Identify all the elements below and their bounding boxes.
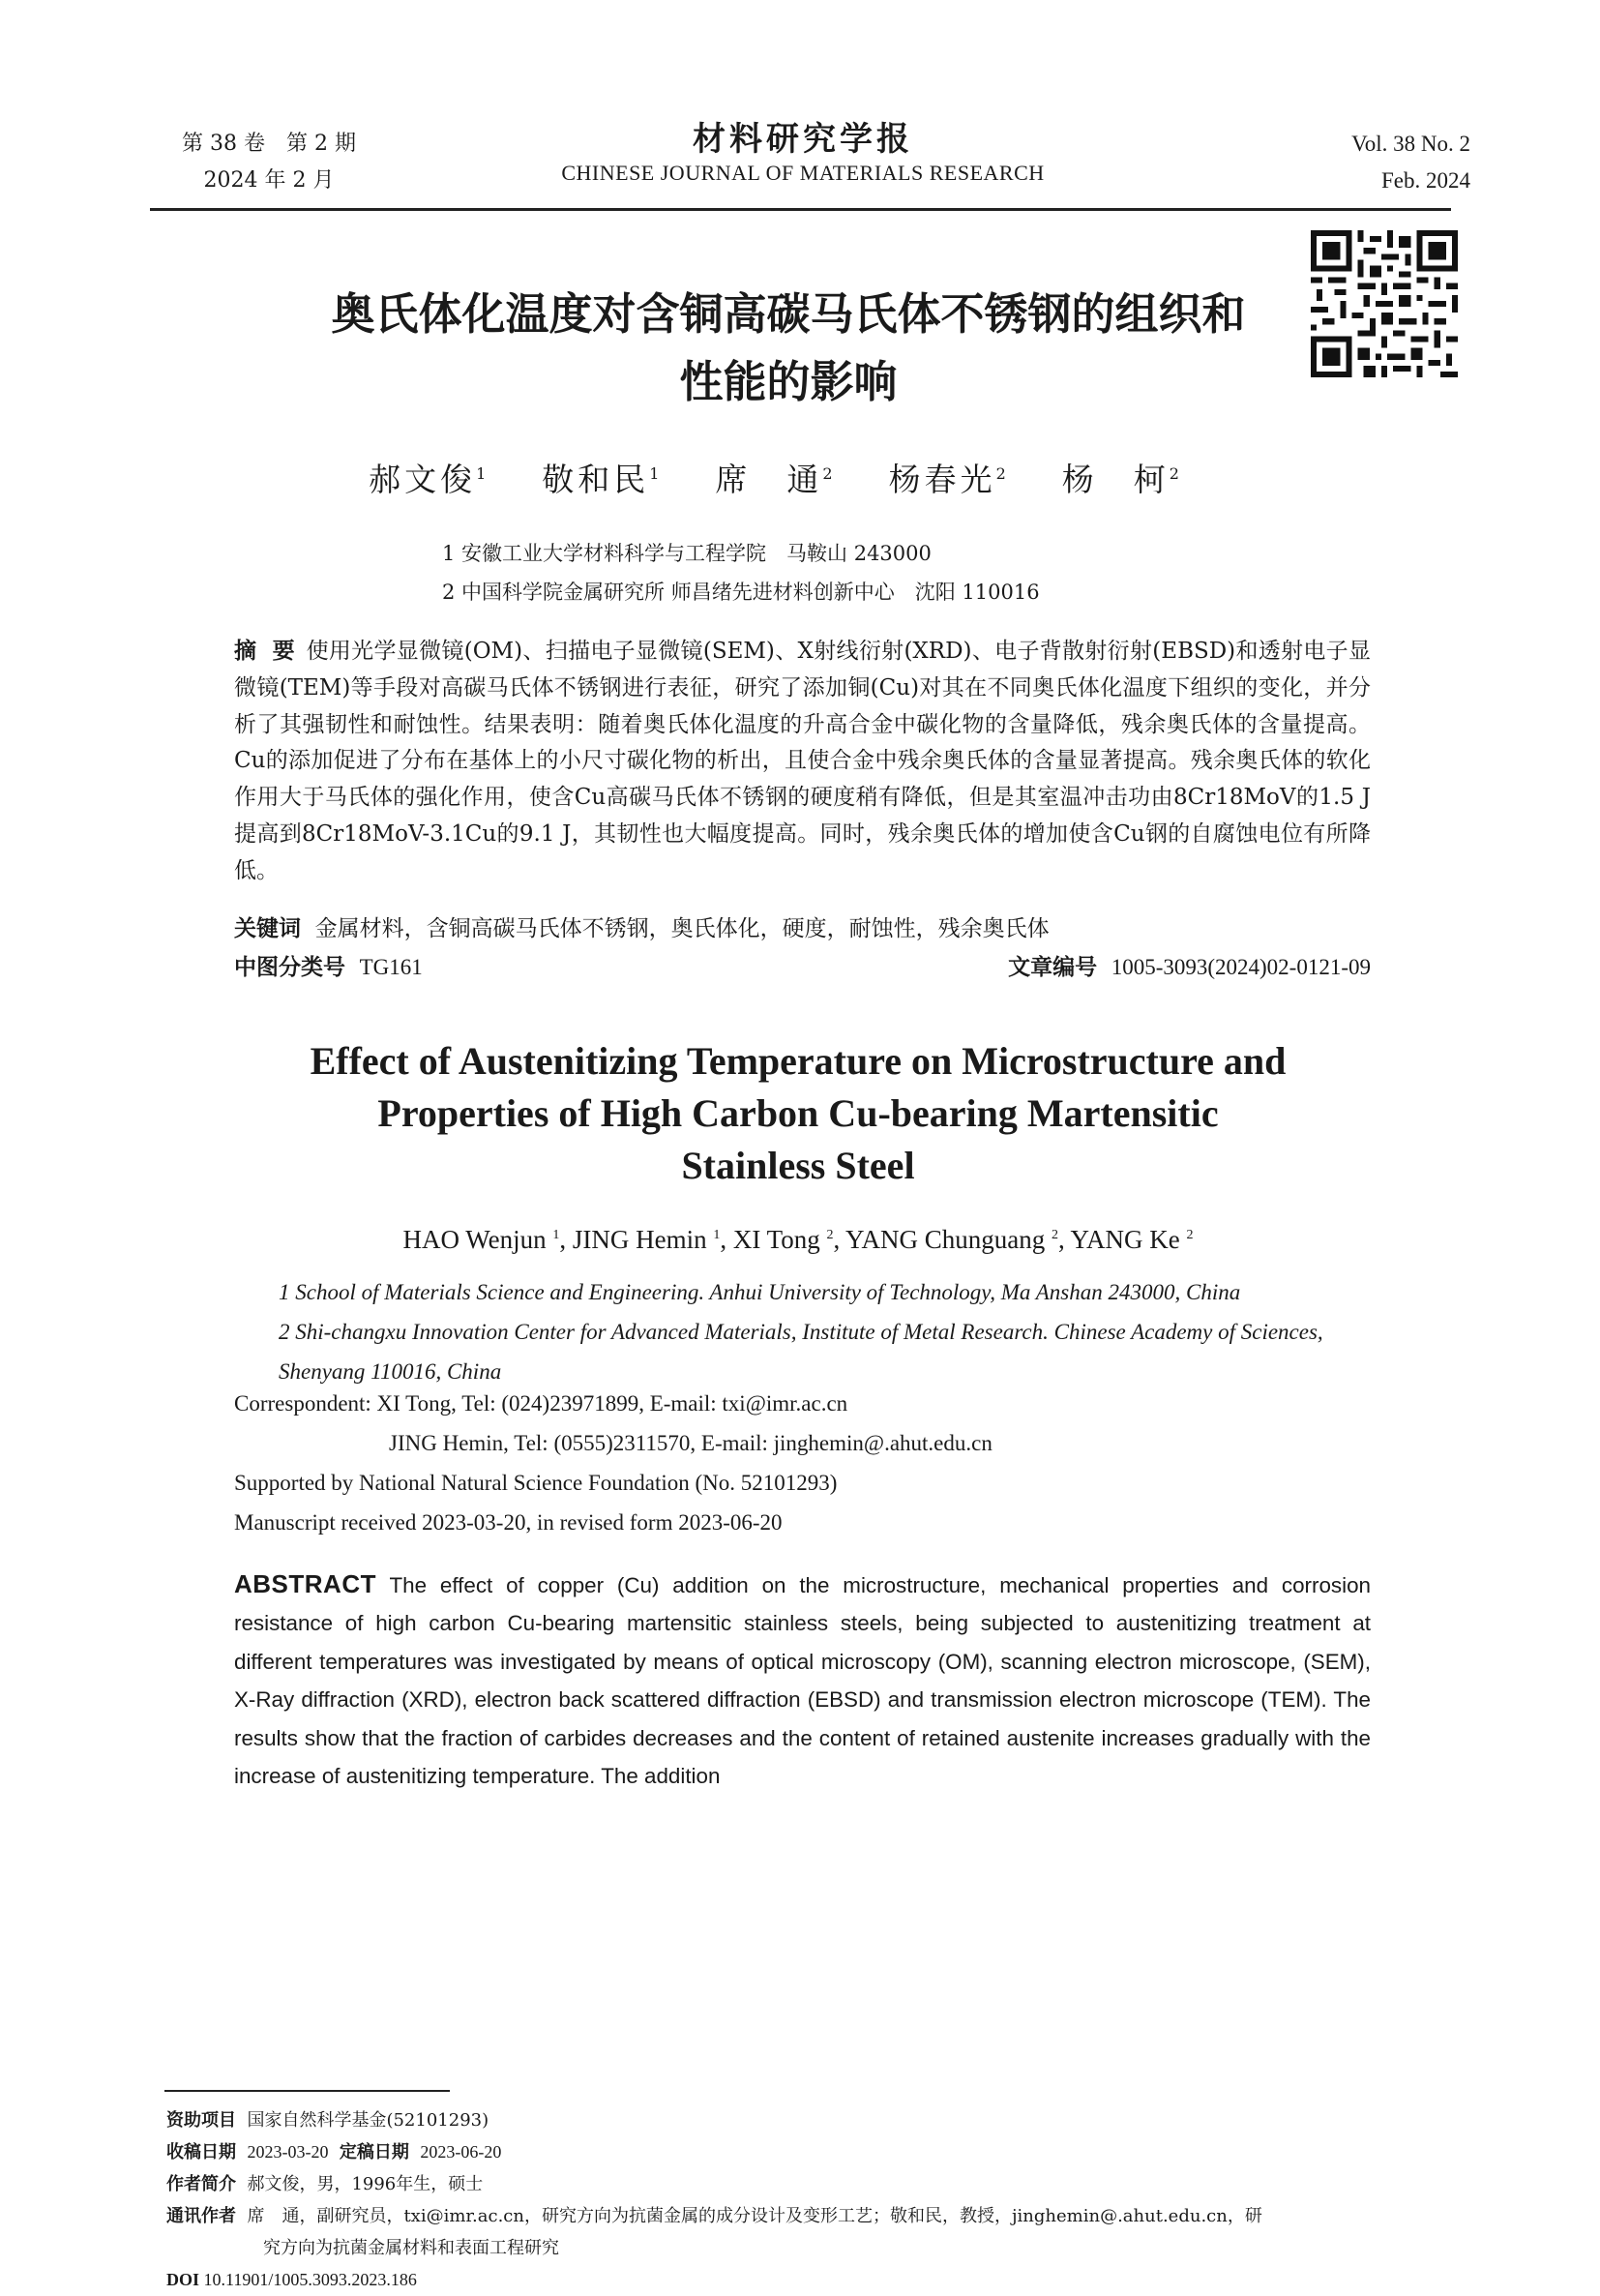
volume-issue-cn: 第 38 卷 第 2 期	[182, 132, 356, 156]
authors-en: HAO Wenjun $^1$, JING Hemin $^1$, XI Tong $^2$, YANG Chunguang $^2$, YANG Ke $^2$	[402, 1225, 1194, 1254]
author-bio-value: 郝文俊，男，1996年生，硕士	[247, 2174, 484, 2194]
article-no-label: 文章编号	[1008, 955, 1098, 980]
classification-line	[234, 950, 1371, 985]
author-en: JING Hemin	[572, 1225, 707, 1254]
date-cn: 2024 年 2 月	[203, 168, 335, 193]
affiliation-en-1: 1 School of Materials Science and Engineering. Anhui University of Technology, Ma Anshan 243000, China	[279, 1280, 1241, 1304]
footnote-author	[166, 2168, 1385, 2200]
doi-label: DOI	[166, 2270, 200, 2289]
author-cn: 敬和民	[542, 461, 650, 498]
affiliation-cn-2: 2 中国科学院金属研究所 师昌绪先进材料创新中心 沈阳 110016	[442, 581, 1040, 604]
author-en: HAO Wenjun	[402, 1225, 547, 1254]
abstract-cn	[234, 634, 1371, 890]
keywords-cn-label: 关键词	[234, 916, 301, 941]
affiliations-cn	[442, 534, 1040, 611]
corr-label: 通讯作者	[166, 2206, 236, 2226]
abstract-en	[234, 1565, 1371, 1795]
author-en-affil: 2	[1186, 1228, 1194, 1242]
issue-info	[172, 126, 366, 199]
affiliation-cn-1: 1 安徽工业大学材料科学与工程学院 马鞍山 243000	[442, 542, 932, 565]
class-value: TG161	[359, 955, 423, 979]
issue-info-en	[1296, 126, 1470, 199]
author-en-affil: 1	[552, 1228, 560, 1242]
header-rule	[150, 208, 1451, 211]
fund-value: 国家自然科学基金(52101293)	[247, 2110, 489, 2131]
title-en-line3: Stainless Steel	[681, 1144, 915, 1187]
author-cn: 郝文俊	[369, 461, 477, 498]
journal-name-en: CHINESE JOURNAL OF MATERIALS RESEARCH	[561, 161, 1045, 185]
footnote-fund	[166, 2104, 1385, 2136]
author-bio-label: 作者简介	[166, 2174, 236, 2194]
received-value: 2023-03-20	[247, 2142, 329, 2162]
funding-en: Supported by National Natural Science Foundation (No. 52101293)	[234, 1471, 838, 1495]
journal-masthead	[503, 120, 1103, 188]
author-cn: 杨春光	[888, 461, 996, 498]
author-cn-affil: 1	[476, 464, 487, 483]
keywords-cn-text: 金属材料，含铜高碳马氏体不锈钢，奥氏体化，硬度，耐蚀性，残余奥氏体	[314, 916, 1050, 941]
title-cn-line1: 奥氏体化温度对含铜高碳马氏体不锈钢的组织和	[331, 288, 1246, 340]
footnote-dates	[166, 2136, 1385, 2168]
correspondent-1: Correspondent: XI Tong, Tel: (024)23971899, E-mail: txi@imr.ac.cn	[234, 1391, 848, 1416]
author-cn-affil: 1	[649, 464, 660, 483]
article-number	[1008, 950, 1371, 985]
title-en-line2: Properties of High Carbon Cu-bearing Martensitic	[377, 1091, 1219, 1135]
footnotes	[166, 2104, 1385, 2296]
volume-issue-en: Vol. 38 No. 2	[1351, 132, 1470, 156]
abstract-en-label: ABSTRACT	[234, 1569, 376, 1598]
date-en: Feb. 2024	[1381, 168, 1470, 193]
keywords-cn	[234, 911, 1371, 946]
author-en-affil: 2	[826, 1228, 834, 1242]
author-en: YANG Ke	[1070, 1225, 1180, 1254]
title-en-line1: Effect of Austenitizing Temperature on Microstructure and	[310, 1039, 1287, 1083]
author-en-affil: 1	[713, 1228, 721, 1242]
footnote-doi	[166, 2264, 1385, 2296]
title-en	[193, 1035, 1403, 1192]
title-cn	[242, 281, 1335, 416]
abstract-cn-text: 使用光学显微镜(OM)、扫描电子显微镜(SEM)、X射线衍射(XRD)、电子背散射衍射(EBSD)和透射电子显微镜(TEM)等手段对高碳马氏体不锈钢进行表征，研究了添加铜(Cu)对其在不同奥氏体化温度下组织的变化，并分析了其强韧性和耐蚀性。结果表明：随着奥氏体化温度的升高合金中碳化物的含量降低，残余奥氏体的含量提高。Cu的添加促进了分布在基体上的小尺寸碳化物的析出，且使合金中残余奥氏体的含量显著提高。残余奥氏体的软化作用大于马氏体的强化作用，使含Cu高碳马氏体不锈钢的硬度稍有降低，但是其室温冲击功由8Cr18MoV的1.5 J提高到8Cr18MoV-3.1Cu的9.1 J，其韧性也大幅度提高。同时，残余奥氏体的增加使含Cu钢的自腐蚀电位有所降低。	[234, 639, 1371, 883]
article-no-value: 1005-3093(2024)02-0121-09	[1111, 955, 1371, 979]
author-en: YANG Chunguang	[844, 1225, 1046, 1254]
correspondent-2: JING Hemin, Tel: (0555)2311570, E-mail: jinghemin@.ahut.edu.cn	[389, 1431, 993, 1455]
abstract-cn-label: 摘 要	[234, 639, 299, 664]
received-label: 收稿日期	[166, 2142, 236, 2162]
author-cn-affil: 2	[822, 464, 833, 483]
author-cn: 席 通	[715, 461, 823, 498]
journal-name-cn: 材料研究学报	[693, 120, 913, 159]
abstract-en-text: The effect of copper (Cu) addition on the microstructure, mechanical properties and corrosion resistance of high carbon Cu-bearing martensitic stainless steels, being subjected to austenitizing treatment at different temperatures was investigated by means of optical microscopy (OM), scanning electron microscope, (SEM), X-Ray diffraction (XRD), electron back scattered diffraction (EBSD) and transmission electron microscope (TEM). The results show that the fraction of carbides decreases and the content of retained austenite increases gradually with the increase of austenitizing temperature. The addition	[234, 1573, 1371, 1789]
title-cn-line2: 性能的影响	[679, 356, 898, 407]
article-meta-en	[234, 1384, 1376, 1542]
doi-value: 10.11901/1005.3093.2023.186	[203, 2270, 417, 2289]
affiliation-en-2: 2 Shi-changxu Innovation Center for Advanced Materials, Institute of Metal Research. Chinese Academy of Sciences, Shenyang 110016, China	[279, 1320, 1323, 1384]
accepted-label: 定稿日期	[339, 2142, 409, 2162]
author-cn-affil: 2	[995, 464, 1006, 483]
received-en: Manuscript received 2023-03-20, in revised form 2023-06-20	[234, 1510, 783, 1535]
footnote-rule	[164, 2090, 450, 2092]
author-en-affil: 2	[1051, 1228, 1058, 1242]
class-label: 中图分类号	[234, 955, 345, 980]
fund-label: 资助项目	[166, 2110, 236, 2131]
author-cn-affil: 2	[1169, 464, 1179, 483]
affiliations-en	[279, 1272, 1381, 1391]
author-cn: 杨 柯	[1061, 461, 1170, 498]
accepted-value: 2023-06-20	[420, 2142, 502, 2162]
corr-value: 席 通，副研究员，txi@imr.ac.cn，研究方向为抗菌金属的成分设计及变形工艺；敬和民，教授，jinghemin@.ahut.edu.cn，研	[247, 2206, 1262, 2226]
corr-value-cont: 究方向为抗菌金属材料和表面工程研究	[263, 2238, 559, 2258]
authors-cn	[290, 455, 1258, 500]
author-en: XI Tong	[732, 1225, 820, 1254]
